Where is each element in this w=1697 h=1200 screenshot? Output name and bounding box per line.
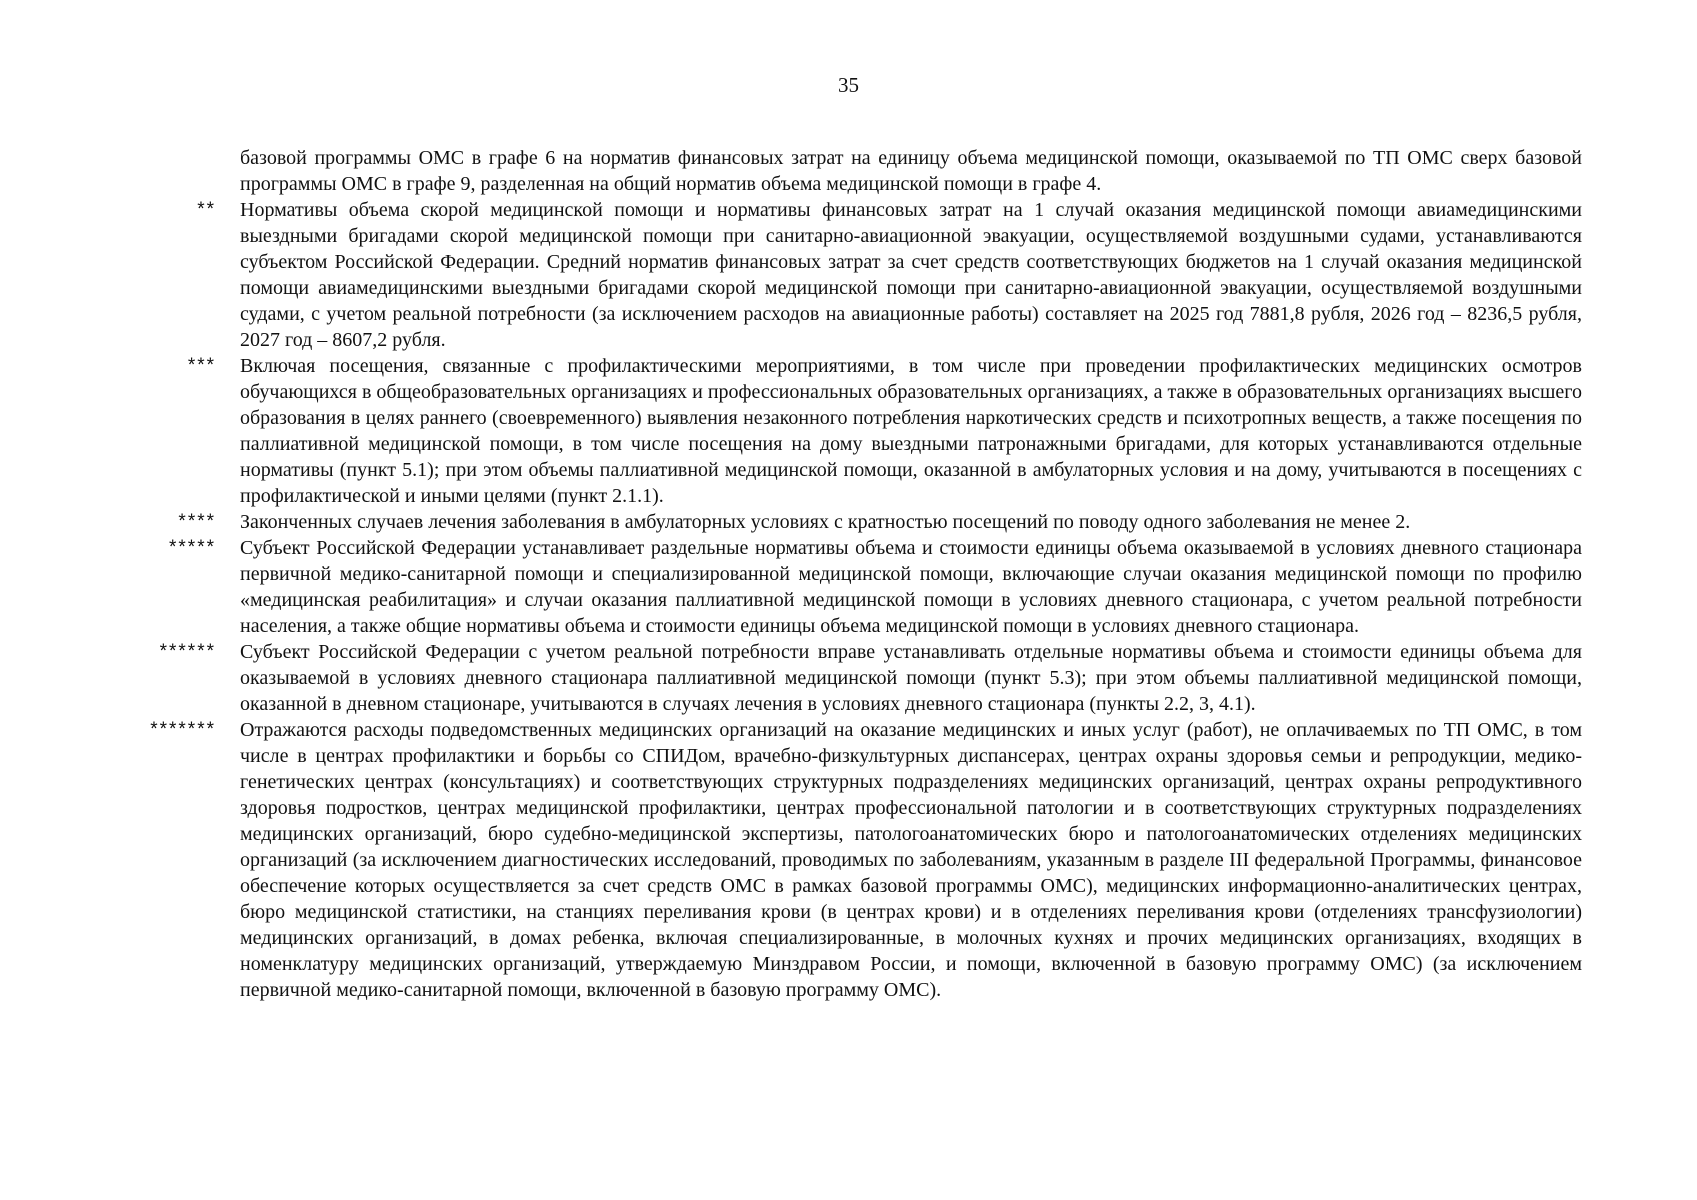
footnote-continuation [240, 145, 1582, 197]
footnote-text: Отражаются расходы подведомственных медицинских организаций на оказание медицинских и иных услуг (работ), не оплачиваемых по ТП ОМС, в том числе в центрах профилактики и борьбы со СПИДом, врачебно-физкультурных диспансерах, центрах охраны здоровья семьи и репродукции, медико-генетических центрах (консультациях) и соответствующих структурных подразделениях медицинских организаций, центрах охраны репродуктивного здоровья подростков, центрах медицинской профилактики, центрах профессиональной патологии и в соответствующих структурных подразделениях медицинских организаций, бюро судебно-медицинской экспертизы, патологоанатомических бюро и патологоанатомических отделениях медицинских организаций (за исключением диагностических исследований, проводимых по заболеваниям, указанным в разделе III федеральной Программы, финансовое обеспечение которых осуществляется за счет средств ОМС в рамках базовой программы ОМС), медицинских информационно-аналитических центрах, бюро медицинской статистики, на станциях переливания крови (в центрах крови) и в отделениях переливания крови (отделениях трансфузиологии) медицинских организаций, в домах ребенка, включая специализированные, в молочных кухнях и прочих медицинских организациях, входящих в номенклатуру медицинских организаций, утверждаемую Минздравом России, и помощи, включенной в базовую программу ОМС) (за исключением первичной медико-санитарной помощи, включенной в базовую программу ОМС). [240, 719, 1582, 1001]
footnote-6 [159, 639, 1582, 717]
footnote-2 [197, 197, 1582, 353]
footnote-marker: ***** [169, 537, 216, 558]
page-number: 35 [838, 73, 859, 97]
footnote-marker: ****** [159, 641, 216, 662]
footnote-4 [178, 509, 1582, 535]
footnote-text: Нормативы объема скорой медицинской помощи и нормативы финансовых затрат на 1 случай оказания медицинской помощи авиамедицинскими выездными бригадами скорой медицинской помощи при санитарно-авиационной эвакуации, осуществляемой воздушными судами, устанавливаются субъектом Российской Федерации. Средний норматив финансовых затрат за счет средств соответствующих бюджетов на 1 случай оказания медицинской помощи авиамедицинскими выездными бригадами скорой медицинской помощи при санитарно-авиационной эвакуации, осуществляемой воздушными судами, с учетом реальной потребности (за исключением расходов на авиационные работы) составляет на 2025 год 7881,8 рубля, 2026 год – 8236,5 рубля, 2027 год – 8607,2 рубля. [240, 199, 1582, 351]
footnote-marker: **** [178, 511, 216, 532]
footnote-3 [187, 353, 1582, 509]
footnote-marker: ** [197, 199, 216, 220]
footnote-text: Субъект Российской Федерации с учетом реальной потребности вправе устанавливать отдельные нормативы объема и стоимости единицы объема для оказываемой в условиях дневного стационара паллиативной медицинской помощи (пункт 5.3); при этом объемы паллиативной медицинской помощи, оказанной в дневном стационаре, учитываются в случаях лечения в условиях дневного стационара (пункты 2.2, 3, 4.1). [240, 641, 1582, 715]
footnote-text: Субъект Российской Федерации устанавливает раздельные нормативы объема и стоимости единицы объема оказываемой в условиях дневного стационара первичной медико-санитарной помощи и специализированной медицинской помощи, включающие случаи оказания медицинской помощи по профилю «медицинская реабилитация» и случаи оказания паллиативной медицинской помощи в условиях дневного стационара, с учетом реальной потребности населения, а также общие нормативы объема и стоимости единицы объема медицинской помощи в условиях дневного стационара. [240, 537, 1582, 637]
footnote-7 [150, 717, 1582, 1003]
footnote-marker: ******* [150, 719, 216, 740]
footnote-text: Включая посещения, связанные с профилактическими мероприятиями, в том числе при проведении профилактических медицинских осмотров обучающихся в общеобразовательных организациях и профессиональных образовательных организациях, а также в образовательных организациях высшего образования в целях раннего (своевременного) выявления незаконного потребления наркотических средств и психотропных веществ, а также посещения по паллиативной медицинской помощи, в том числе посещения на дому выездными патронажными бригадами, для которых устанавливаются отдельные нормативы (пункт 5.1); при этом объемы паллиативной медицинской помощи, оказанной в амбулаторных условия и на дому, учитываются в посещениях с профилактической и иными целями (пункт 2.1.1). [240, 355, 1582, 507]
footnotes-section [150, 145, 1582, 1003]
footnote-text: базовой программы ОМС в графе 6 на норматив финансовых затрат на единицу объема медицинской помощи, оказываемой по ТП ОМС сверх базовой программы ОМС в графе 9, разделенная на общий норматив объема медицинской помощи в графе 4. [240, 147, 1582, 195]
footnote-text: Законченных случаев лечения заболевания в амбулаторных условиях с кратностью посещений по поводу одного заболевания не менее 2. [240, 511, 1411, 533]
footnote-5 [169, 535, 1582, 639]
footnote-marker: *** [187, 355, 216, 376]
